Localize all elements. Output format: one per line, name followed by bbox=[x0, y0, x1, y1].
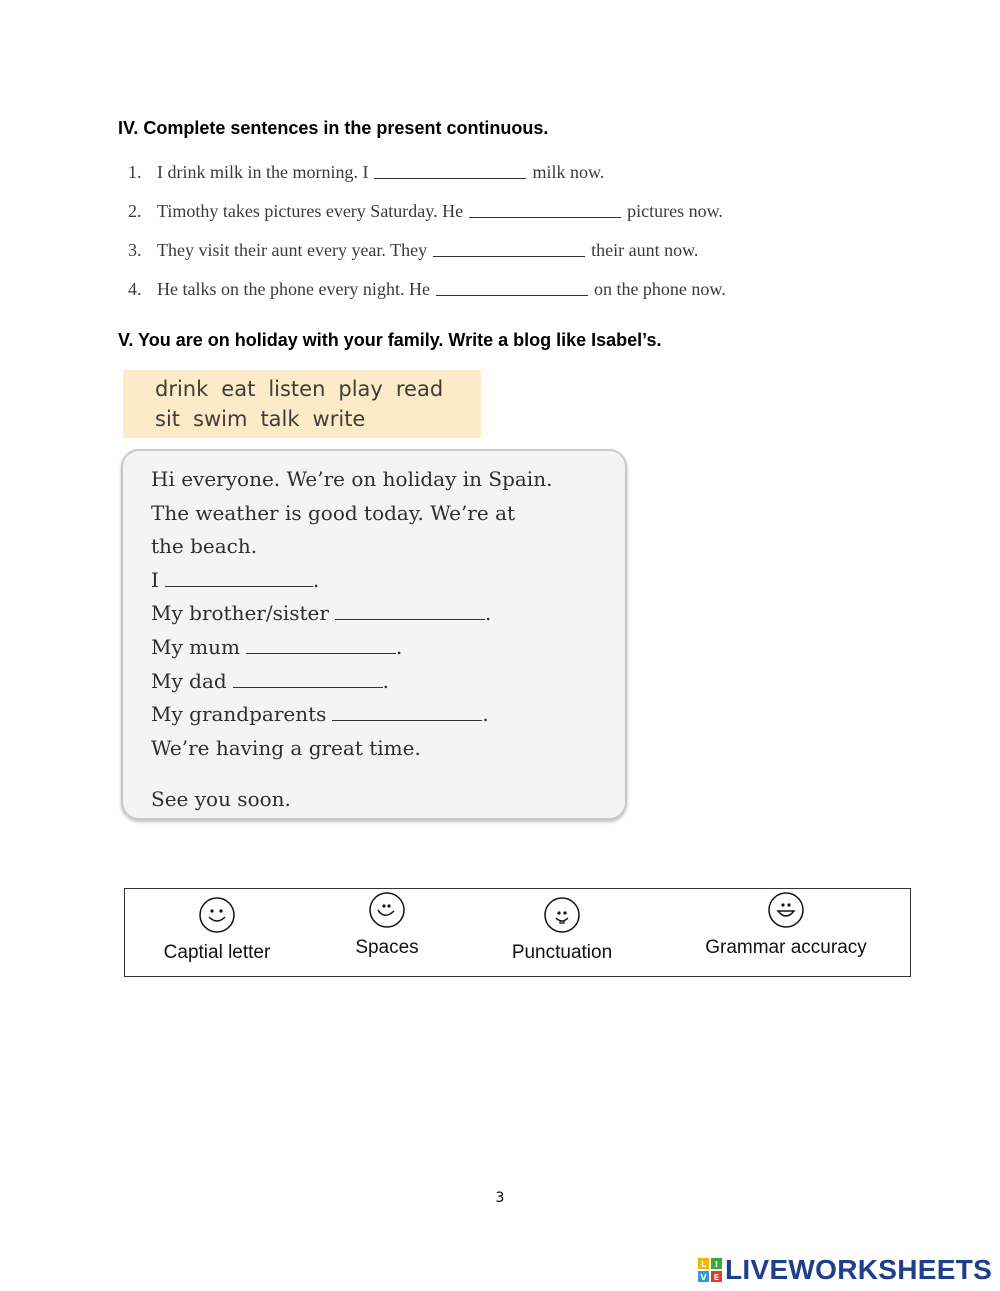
blog-blank[interactable] bbox=[332, 700, 482, 721]
item-number: 3. bbox=[128, 240, 142, 260]
rubric-item bbox=[701, 889, 871, 959]
blog-line: We’re having a great time. bbox=[151, 735, 421, 760]
word: sit bbox=[155, 407, 181, 431]
prompt-period: . bbox=[484, 601, 492, 626]
blog-blank[interactable] bbox=[335, 599, 485, 620]
exercise-item bbox=[128, 201, 726, 240]
blog-line: See you soon. bbox=[151, 787, 291, 812]
live-logo-icon bbox=[698, 1258, 722, 1282]
word: swim bbox=[193, 407, 248, 431]
rubric-label: Spaces bbox=[355, 937, 419, 958]
word-bank-line bbox=[155, 404, 481, 434]
exercise-item bbox=[128, 279, 726, 318]
smiley-icon bbox=[542, 894, 582, 936]
blog-template bbox=[121, 449, 627, 820]
prompt-period: . bbox=[312, 567, 320, 592]
rubric-label: Punctuation bbox=[511, 942, 613, 963]
section-5-heading: V. You are on holiday with your family. Write a blog like Isabel’s. bbox=[118, 330, 662, 350]
svg-text:L: L bbox=[700, 1260, 707, 1269]
rubric-label: Captial letter bbox=[163, 942, 271, 963]
blog-prompt-mum bbox=[151, 631, 625, 665]
word: write bbox=[312, 407, 366, 431]
self-assessment-rubric bbox=[124, 888, 911, 977]
sentence-start: They visit their aunt every year. They bbox=[157, 240, 428, 260]
prompt-label: My dad bbox=[151, 668, 227, 693]
prompt-label: My grandparents bbox=[151, 702, 327, 727]
word: drink bbox=[155, 377, 209, 401]
exercise-list bbox=[128, 162, 726, 318]
rubric-item bbox=[507, 889, 617, 964]
blog-prompt-dad bbox=[151, 665, 625, 699]
sentence-start: He talks on the phone every night. He bbox=[157, 279, 430, 299]
blog-blank[interactable] bbox=[246, 633, 396, 654]
word: listen bbox=[268, 377, 326, 401]
svg-text:I: I bbox=[715, 1260, 718, 1269]
item-number: 2. bbox=[128, 201, 142, 221]
word: eat bbox=[221, 377, 256, 401]
sentence-end: on the phone now. bbox=[593, 279, 726, 299]
prompt-period: . bbox=[482, 702, 489, 727]
word: play bbox=[338, 377, 383, 401]
word-bank-line bbox=[155, 374, 481, 404]
answer-blank[interactable] bbox=[433, 240, 585, 257]
answer-blank[interactable] bbox=[469, 201, 621, 218]
answer-blank[interactable] bbox=[436, 279, 588, 296]
word: talk bbox=[260, 407, 300, 431]
svg-text:V: V bbox=[700, 1273, 707, 1282]
prompt-label: I bbox=[151, 567, 159, 592]
smiley-icon bbox=[766, 889, 806, 931]
prompt-period: . bbox=[382, 668, 390, 693]
liveworksheets-logo[interactable] bbox=[698, 1255, 992, 1285]
blog-line: The weather is good today. We’re at bbox=[151, 500, 516, 525]
rubric-label: Grammar accuracy bbox=[705, 937, 867, 958]
blog-line: the beach. bbox=[151, 534, 258, 559]
word-bank bbox=[123, 370, 481, 438]
blog-prompt-sibling bbox=[151, 597, 625, 631]
item-number: 4. bbox=[128, 279, 142, 299]
prompt-label: My mum bbox=[151, 634, 240, 659]
blog-line: Hi everyone. We’re on holiday in Spain. bbox=[151, 467, 553, 491]
rubric-item bbox=[347, 889, 427, 959]
blog-prompt-grandparents bbox=[151, 698, 625, 732]
blog-blank[interactable] bbox=[165, 566, 313, 587]
prompt-period: . bbox=[395, 634, 403, 659]
smiley-icon bbox=[197, 894, 237, 936]
page-number: 3 bbox=[495, 1190, 505, 1206]
rubric-item bbox=[161, 889, 273, 964]
sentence-end: their aunt now. bbox=[591, 240, 699, 260]
sentence-end: pictures now. bbox=[627, 201, 723, 221]
sentence-start: I drink milk in the morning. I bbox=[157, 162, 369, 182]
smiley-icon bbox=[367, 889, 407, 931]
prompt-label: My brother/sister bbox=[151, 601, 329, 626]
section-4-heading: IV. Complete sentences in the present continuous. bbox=[118, 118, 549, 138]
item-number: 1. bbox=[128, 162, 142, 182]
word: read bbox=[395, 377, 444, 401]
sentence-end: milk now. bbox=[532, 162, 605, 182]
exercise-item bbox=[128, 240, 726, 279]
blog-prompt-i bbox=[151, 564, 625, 598]
brand-name: LIVEWORKSHEETS bbox=[725, 1254, 993, 1285]
answer-blank[interactable] bbox=[374, 162, 526, 179]
blog-blank[interactable] bbox=[233, 667, 383, 688]
sentence-start: Timothy takes pictures every Saturday. He bbox=[157, 201, 464, 221]
exercise-item bbox=[128, 162, 726, 201]
svg-text:E: E bbox=[713, 1273, 720, 1282]
